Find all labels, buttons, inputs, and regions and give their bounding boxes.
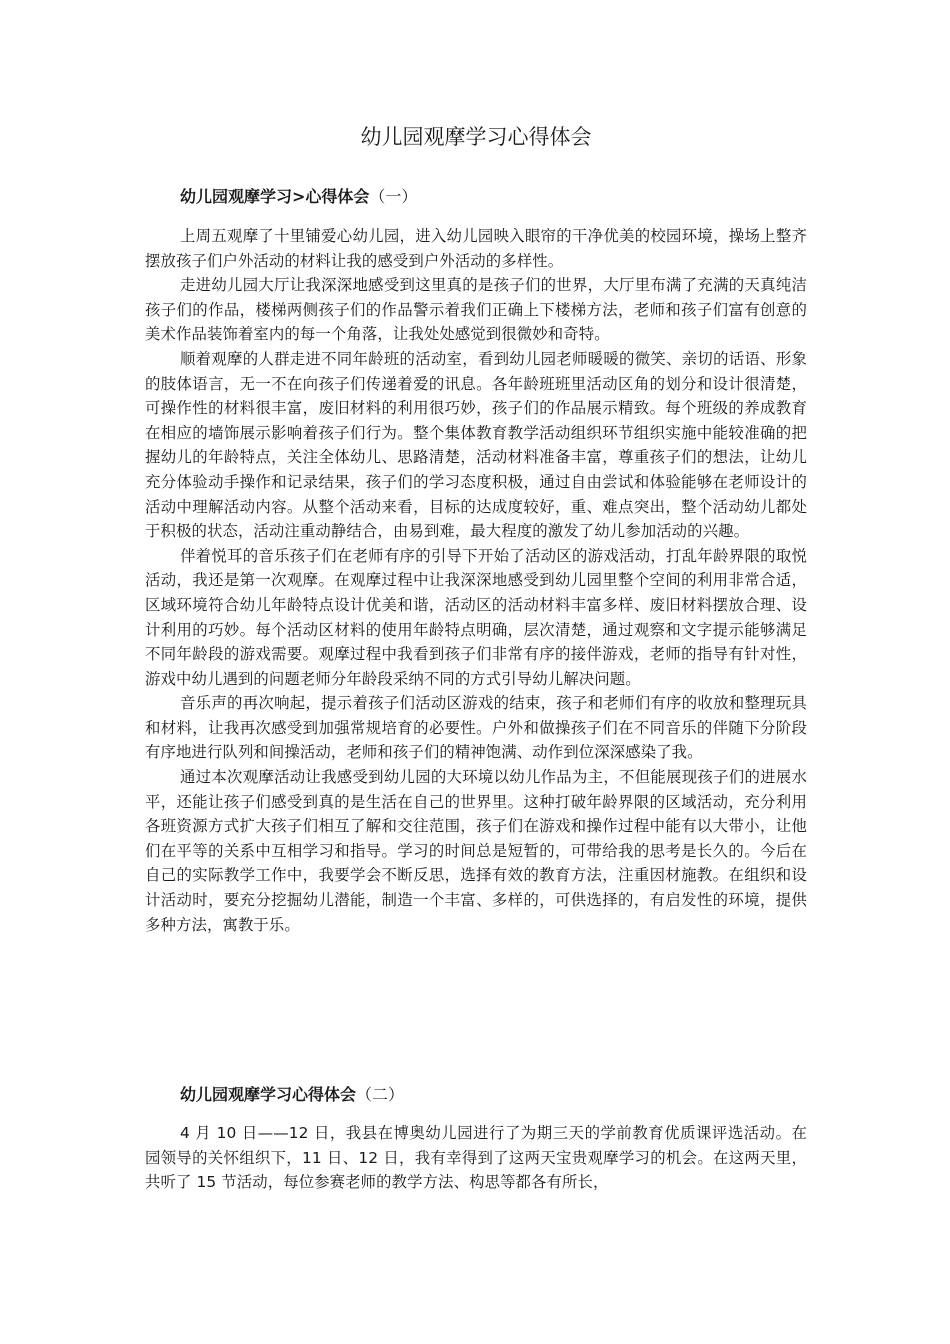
paragraph: 音乐声的再次响起，提示着孩子们活动区游戏的结束，孩子和老师们有序的收放和整理玩具和材料，让我再次感受到加强常规培育的必要性。户外和做操孩子们在不同音乐的伴随下分阶段有序地进行队列和间操活动，老师和孩子们的精神饱满、动作到位深深感染了我。 bbox=[145, 694, 807, 762]
section-heading-text: 幼儿园观摩学习心得体会 bbox=[180, 1085, 357, 1104]
section-2 bbox=[145, 1083, 807, 1195]
paragraph: 通过本次观摩活动让我感受到幼儿园的大环境以幼儿作品为主，不但能展现孩子们的进展水平，还能让孩子们感受到真的是生活在自己的世界里。这种打破年龄界限的区域活动，充分利用各班资源方式扩大孩子们相互了解和交往范围，孩子们在游戏和操作过程中能有以大带小，让他们在平等的关系中互相学习和指导。学习的时间总是短暂的，可带给我的思考是长久的。今后在自己的实际教学工作中，我要学会不断反思，选择有效的教育方法，注重因材施教。在组织和设计活动时，要充分挖掘幼儿潜能，制造一个丰富、多样的，可供选择的，有启发性的环境，提供多种方法，寓教于乐。 bbox=[145, 768, 807, 934]
paragraph: 顺着观摩的人群走进不同年龄班的活动室，看到幼儿园老师暖暖的微笑、亲切的话语、形象的肢体语言，无一不在向孩子们传递着爱的讯息。各年龄班班里活动区角的划分和设计很清楚，可操作性的材料很丰富，废旧材料的利用很巧妙，孩子们的作品展示精致。每个班级的养成教育在相应的墙饰展示影响着孩子们行为。整个集体教育教学活动组织环节组织实施中能较准确的把握幼儿的年龄特点，关注全体幼儿、思路清楚，活动材料准备丰富，尊重孩子们的想法，让幼儿充分体验动手操作和记录结果，孩子们的学习态度积极，通过自由尝试和体验能够在老师设计的活动中理解活动内容。从整个活动来看，目标的达成度较好，重、难点突出，整个活动幼儿都处于积极的状态，活动注重动静结合，由易到难，最大程度的激发了幼儿参加活动的兴趣。 bbox=[145, 349, 807, 541]
section-heading bbox=[145, 185, 807, 209]
paragraph: 伴着悦耳的音乐孩子们在老师有序的引导下开始了活动区的游戏活动，打乱年龄界限的取悦活动，我还是第一次观摩。在观摩过程中让我深深地感受到幼儿园里整个空间的利用非常合适，区域环境符合幼儿年龄特点设计优美和谐，活动区的活动材料丰富多样、废旧材料摆放合理、设计利用的巧妙。每个活动区材料的使用年龄特点明确，层次清楚，通过观察和文字提示能够满足不同年龄段的游戏需要。观摩过程中我看到孩子们非常有序的接伴游戏，老师的指导有针对性，游戏中幼儿遇到的问题老师分年龄段采纳不同的方式引导幼儿解决问题。 bbox=[145, 546, 807, 688]
document-title: 幼儿园观摩学习心得体会 bbox=[360, 125, 592, 149]
section-heading bbox=[145, 1083, 807, 1107]
paragraph: 走进幼儿园大厅让我深深地感受到这里真的是孩子们的世界，大厅里布满了充满的天真纯洁孩子们的作品，楼梯两侧孩子们的作品警示着我们正确上下楼梯方法，老师和孩子们富有创意的美术作品装饰着室内的每一个角落，让我处处感觉到很微妙和奇特。 bbox=[145, 276, 807, 344]
section-1 bbox=[145, 185, 807, 937]
section-heading-text: 幼儿园观摩学习>心得体会 bbox=[180, 187, 370, 206]
paragraph: 4 月 10 日——12 日，我县在博奥幼儿园进行了为期三天的学前教育优质课评选活动。在园领导的关怀组织下，11 日、12 日，我有幸得到了这两天宝贵观摩学习的机会。在这两天里，共听了 15 节活动，每位参赛老师的教学方法、构思等都各有所长， bbox=[145, 1124, 807, 1192]
section-heading-number: （二） bbox=[356, 1085, 405, 1104]
section-heading-number: （一） bbox=[369, 187, 418, 206]
paragraph: 上周五观摩了十里铺爱心幼儿园，进入幼儿园映入眼帘的干净优美的校园环境，操场上整齐摆放孩子们户外活动的材料让我的感受到户外活动的多样性。 bbox=[145, 227, 807, 270]
